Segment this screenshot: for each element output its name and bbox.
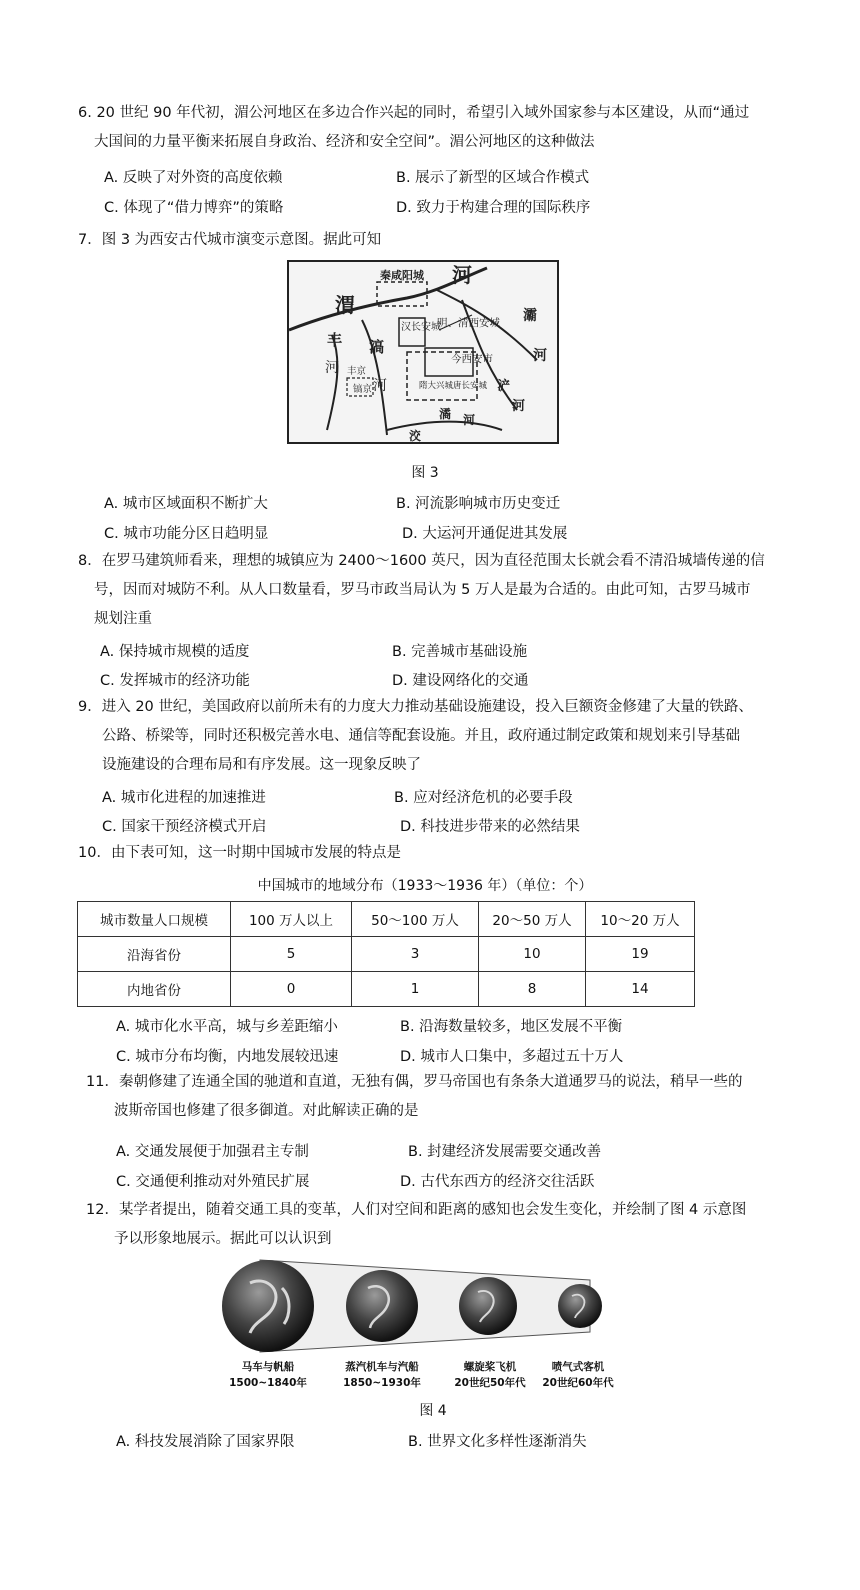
stage-4-vehicle: 喷气式客机 [551,1361,605,1373]
q8-stem-line2: 号，因而对城防不利。从人口数量看，罗马市政当局认为 5 万人是最为合适的。由此可知，古罗马城市 [94,582,751,598]
table-cell: 1 [352,972,479,1007]
q9-stem-line2: 公路、桥梁等，同时还积极完善水电、通信等配套设施。并且，政府通过制定政策和规划来引导基础 [102,728,740,744]
stage-1-period: 1500~1840年 [229,1377,307,1389]
q6-stem-line1: 6. 20 世纪 90 年代初，湄公河地区在多边合作兴起的同时，希望引入域外国家参与本区建设，从而“通过 [78,105,750,121]
q7-stem-line1: 7．图 3 为西安古代城市演变示意图。据此可知 [78,232,382,248]
q6-option-b: B. 展示了新型的区域合作模式 [396,170,590,186]
map-label-he6: 河 [463,413,476,427]
table-cell: 19 [586,937,695,972]
xian-map-svg [287,260,559,444]
q10-option-a: A. 城市化水平高，城与乡差距缩小 [116,1019,338,1035]
q7-option-b: B. 河流影响城市历史变迁 [396,496,561,512]
q7-option-d: D. 大运河开通促进其发展 [402,526,568,542]
table-header-cell: 城市数量人口规模 [78,902,231,937]
q8-stem-line3: 规划注重 [94,611,152,627]
table-cell: 10 [479,937,586,972]
q11-stem-line1: 11．秦朝修建了连通全国的驰道和直道，无独有偶，罗马帝国也有条条大道通罗马的说法，稍早一些的 [86,1074,743,1090]
map-label-he5: 河 [512,399,526,414]
table-row-label: 内地省份 [78,972,231,1007]
table-row [78,937,695,972]
map-label-feng-jing: 丰京 [347,366,367,377]
table-cell: 3 [352,937,479,972]
map-label-qin-xianyang: 秦咸阳城 [380,269,424,282]
map-label-jiao: 洨 [409,429,422,443]
stage-3-vehicle: 螺旋桨飞机 [463,1361,517,1373]
stage-1-vehicle: 马车与帆船 [241,1361,295,1373]
table-row [78,972,695,1007]
q6-stem-line2: 大国间的力量平衡来拓展自身政治、经济和安全空间”。湄公河地区的这种做法 [94,134,595,150]
q10-option-c: C. 城市分布均衡，内地发展较迅速 [116,1049,339,1065]
q8-stem-line1: 8．在罗马建筑师看来，理想的城镇应为 2400～1600 英尺，因为直径范围太长就会看不清沿城墙传递的信 [78,553,765,569]
table-header-cell: 20～50 万人 [479,902,586,937]
globe-stage-1 [222,1260,314,1352]
figure-3-caption: 图 3 [411,465,439,481]
figure-4-caption: 图 4 [419,1403,447,1419]
q11-stem-line2: 波斯帝国也修建了很多御道。对此解读正确的是 [114,1103,419,1119]
globe-stage-3 [459,1277,517,1335]
q8-option-c: C. 发挥城市的经济功能 [100,673,250,689]
q11-option-b: B. 封建经济发展需要交通改善 [408,1144,602,1160]
map-label-he4: 河 [533,348,547,364]
table-cell: 5 [231,937,352,972]
stage-2-period: 1850~1930年 [343,1377,421,1389]
globe-stage-2 [346,1270,418,1342]
map-label-hao: 滈 [369,338,385,356]
q10-stem-line1: 10．由下表可知，这一时期中国城市发展的特点是 [78,845,401,861]
stage-2-vehicle: 蒸汽机车与汽船 [345,1361,419,1373]
map-label-hao-jing: 镐京 [353,384,373,395]
stage-3-period: 20世纪50年代 [454,1377,526,1389]
q12-stem-line1: 12．某学者提出，随着交通工具的变革，人们对空间和距离的感知也会发生变化，并绘制了图 4 示意图 [86,1202,747,1218]
q12-option-b: B. 世界文化多样性逐渐消失 [408,1434,587,1450]
q9-option-b: B. 应对经济危机的必要手段 [394,790,573,806]
table-row-label: 沿海省份 [78,937,231,972]
table-header-cell: 50～100 万人 [352,902,479,937]
q11-option-d: D. 古代东西方的经济交往活跃 [400,1174,595,1190]
q9-option-d: D. 科技进步带来的必然结果 [400,819,580,835]
q11-option-a: A. 交通发展便于加强君主专制 [116,1144,309,1160]
q10-option-b: B. 沿海数量较多，地区发展不平衡 [400,1019,623,1035]
globe-stage-4 [558,1284,602,1328]
table-cell: 14 [586,972,695,1007]
q9-stem-line1: 9．进入 20 世纪，美国政府以前所未有的力度大力推动基础设施建设，投入巨额资金修建了大量的铁路、 [78,699,753,715]
globe-figure-svg [220,1258,630,1393]
q6-option-d: D. 致力于构建合理的国际秩序 [396,200,591,216]
map-label-jin-xian: 今西安市 [451,353,493,365]
map-label-feng: 丰 [327,331,343,349]
q9-option-c: C. 国家干预经济模式开启 [102,819,267,835]
q6-option-a: A. 反映了对外资的高度依赖 [104,170,283,186]
q9-option-a: A. 城市化进程的加速推进 [102,790,266,806]
map-label-he1: 河 [452,263,472,287]
table-title: 中国城市的地域分布（1933～1936 年）（单位：个） [257,878,593,894]
map-label-he2: 河 [325,360,339,376]
q9-stem-line3: 设施建设的合理布局和有序发展。这一现象反映了 [102,757,421,773]
table-header-cell: 100 万人以上 [231,902,352,937]
q10-option-d: D. 城市人口集中，多超过五十万人 [400,1049,624,1065]
xian-city-map-figure [287,260,559,444]
q8-option-b: B. 完善城市基础设施 [392,644,528,660]
table-header-row [78,902,695,937]
map-label-chan: 浐 [497,379,511,394]
q6-option-c: C. 体现了“借力博弈”的策略 [104,200,284,216]
q8-option-d: D. 建设网络化的交通 [392,673,529,689]
q8-option-a: A. 保持城市规模的适度 [100,644,250,660]
table-cell: 0 [231,972,352,1007]
stage-4-period: 20世纪60年代 [542,1377,614,1389]
q12-stem-line2: 予以形象地展示。据此可以认识到 [114,1231,332,1247]
city-distribution-table [77,901,695,1007]
globe-shrinking-figure [220,1258,630,1393]
q11-option-c: C. 交通便利推动对外殖民扩展 [116,1174,310,1190]
map-label-ming-qing: 明、清西安城 [437,317,500,329]
q12-option-a: A. 科技发展消除了国家界限 [116,1434,295,1450]
table-header-cell: 10～20 万人 [586,902,695,937]
q7-option-a: A. 城市区域面积不断扩大 [104,496,268,512]
q7-option-c: C. 城市功能分区日趋明显 [104,526,269,542]
map-label-he3: 河 [373,378,387,394]
table-cell: 8 [479,972,586,1007]
map-label-wei: 渭 [335,293,355,317]
map-label-sui-tang: 隋大兴城唐长安城 [419,381,488,391]
map-label-han-changan: 汉长安城 [401,322,441,333]
map-label-ba: 灞 [523,308,537,324]
map-label-jue: 潏 [439,407,452,421]
